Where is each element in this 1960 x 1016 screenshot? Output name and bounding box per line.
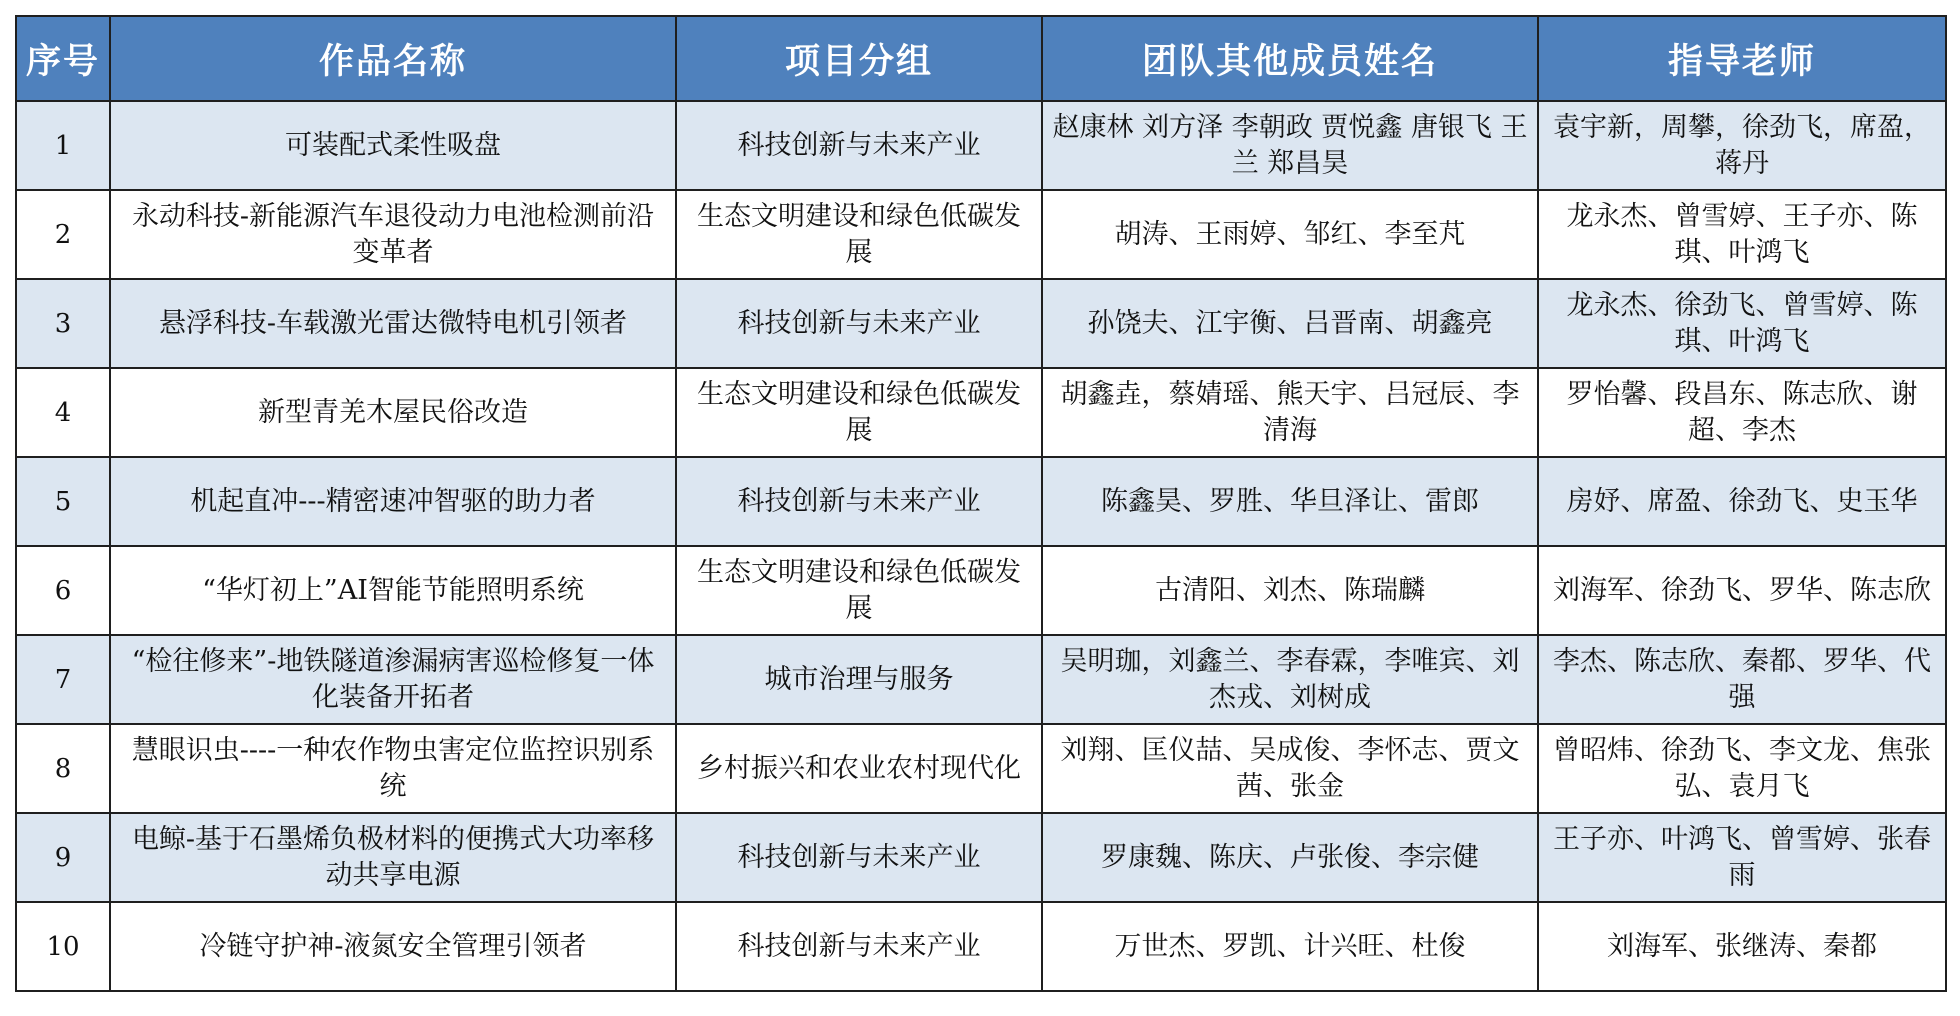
cell-project-group: 科技创新与未来产业 <box>676 457 1042 546</box>
table-row <box>16 813 1946 902</box>
cell-advisors: 曾昭炜、徐劲飞、李文龙、焦张弘、袁月飞 <box>1538 724 1946 813</box>
cell-index: 10 <box>16 902 110 991</box>
header-index: 序号 <box>16 16 110 101</box>
cell-team-members: 古清阳、刘杰、陈瑞麟 <box>1042 546 1538 635</box>
cell-project-name: 新型青羌木屋民俗改造 <box>110 368 676 457</box>
header-team-members: 团队其他成员姓名 <box>1042 16 1538 101</box>
cell-index: 5 <box>16 457 110 546</box>
cell-project-group: 科技创新与未来产业 <box>676 279 1042 368</box>
cell-project-group: 科技创新与未来产业 <box>676 813 1042 902</box>
table-row <box>16 546 1946 635</box>
cell-advisors: 龙永杰、曾雪婷、王子亦、陈琪、叶鸿飞 <box>1538 190 1946 279</box>
cell-project-name: 可装配式柔性吸盘 <box>110 101 676 190</box>
cell-advisors: 刘海军、徐劲飞、罗华、陈志欣 <box>1538 546 1946 635</box>
cell-advisors: 袁宇新，周攀，徐劲飞，席盈，蒋丹 <box>1538 101 1946 190</box>
table-row <box>16 101 1946 190</box>
table-header <box>16 16 1946 101</box>
cell-project-name: “华灯初上”AI智能节能照明系统 <box>110 546 676 635</box>
header-project-group: 项目分组 <box>676 16 1042 101</box>
cell-advisors: 龙永杰、徐劲飞、曾雪婷、陈琪、叶鸿飞 <box>1538 279 1946 368</box>
cell-project-name: 悬浮科技-车载激光雷达微特电机引领者 <box>110 279 676 368</box>
cell-project-group: 科技创新与未来产业 <box>676 902 1042 991</box>
project-table <box>15 15 1947 992</box>
cell-index: 9 <box>16 813 110 902</box>
table-row <box>16 635 1946 724</box>
cell-index: 8 <box>16 724 110 813</box>
cell-project-group: 乡村振兴和农业农村现代化 <box>676 724 1042 813</box>
cell-project-group: 生态文明建设和绿色低碳发展 <box>676 368 1042 457</box>
cell-project-name: 慧眼识虫----一种农作物虫害定位监控识别系统 <box>110 724 676 813</box>
cell-project-name: 冷链守护神-液氮安全管理引领者 <box>110 902 676 991</box>
cell-project-group: 城市治理与服务 <box>676 635 1042 724</box>
header-advisors: 指导老师 <box>1538 16 1946 101</box>
cell-project-group: 生态文明建设和绿色低碳发展 <box>676 190 1042 279</box>
cell-project-name: 永动科技-新能源汽车退役动力电池检测前沿变革者 <box>110 190 676 279</box>
cell-team-members: 罗康魏、陈庆、卢张俊、李宗健 <box>1042 813 1538 902</box>
cell-project-name: “检往修来”-地铁隧道渗漏病害巡检修复一体化装备开拓者 <box>110 635 676 724</box>
cell-team-members: 万世杰、罗凯、计兴旺、杜俊 <box>1042 902 1538 991</box>
table-row <box>16 368 1946 457</box>
table-row <box>16 724 1946 813</box>
cell-index: 6 <box>16 546 110 635</box>
cell-index: 7 <box>16 635 110 724</box>
cell-team-members: 胡鑫垚，蔡婧瑶、熊天宇、吕冠辰、李清海 <box>1042 368 1538 457</box>
cell-team-members: 赵康林 刘方泽 李朝政 贾悦鑫 唐银飞 王兰 郑昌昊 <box>1042 101 1538 190</box>
cell-team-members: 刘翔、匡仪喆、吴成俊、李怀志、贾文茜、张金 <box>1042 724 1538 813</box>
cell-project-group: 科技创新与未来产业 <box>676 101 1042 190</box>
cell-advisors: 罗怡馨、段昌东、陈志欣、谢超、李杰 <box>1538 368 1946 457</box>
cell-team-members: 陈鑫昊、罗胜、华旦泽让、雷郎 <box>1042 457 1538 546</box>
cell-advisors: 房妤、席盈、徐劲飞、史玉华 <box>1538 457 1946 546</box>
table-row <box>16 902 1946 991</box>
award-table-container <box>15 15 1945 992</box>
header-project-name: 作品名称 <box>110 16 676 101</box>
cell-project-name: 电鲸-基于石墨烯负极材料的便携式大功率移动共享电源 <box>110 813 676 902</box>
cell-team-members: 吴明珈，刘鑫兰、李春霖，李唯宾、刘杰戎、刘树成 <box>1042 635 1538 724</box>
cell-project-name: 机起直冲---精密速冲智驱的助力者 <box>110 457 676 546</box>
header-row <box>16 16 1946 101</box>
cell-advisors: 王子亦、叶鸿飞、曾雪婷、张春雨 <box>1538 813 1946 902</box>
table-row <box>16 190 1946 279</box>
cell-index: 4 <box>16 368 110 457</box>
cell-advisors: 刘海军、张继涛、秦都 <box>1538 902 1946 991</box>
cell-team-members: 胡涛、王雨婷、邹红、李至芃 <box>1042 190 1538 279</box>
cell-index: 2 <box>16 190 110 279</box>
cell-project-group: 生态文明建设和绿色低碳发展 <box>676 546 1042 635</box>
table-row <box>16 279 1946 368</box>
cell-index: 1 <box>16 101 110 190</box>
cell-team-members: 孙饶夫、江宇衡、吕晋南、胡鑫亮 <box>1042 279 1538 368</box>
cell-advisors: 李杰、陈志欣、秦都、罗华、代强 <box>1538 635 1946 724</box>
cell-index: 3 <box>16 279 110 368</box>
table-body <box>16 101 1946 991</box>
table-row <box>16 457 1946 546</box>
